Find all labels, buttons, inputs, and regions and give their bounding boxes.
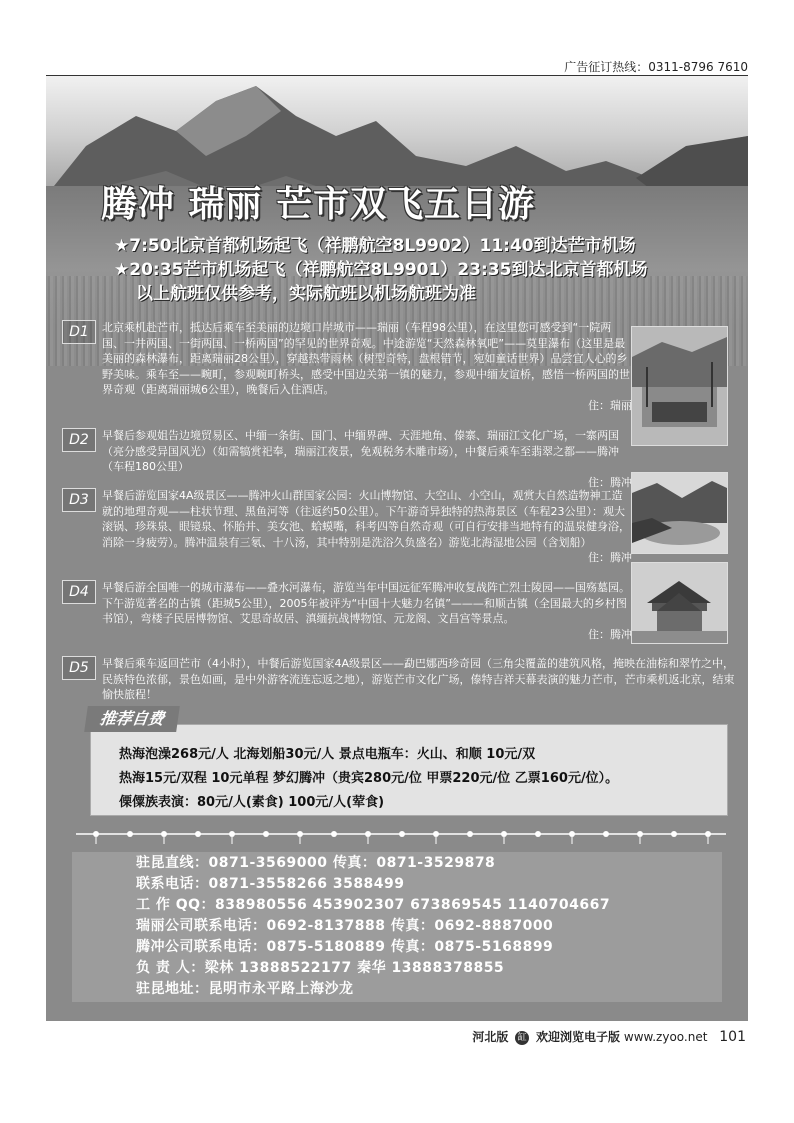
day-text: 北京乘机赴芒市，抵达后乘车至美丽的边境口岸城市——瑞丽（车程98公里），在这里您可感受到“一院两国、一井两国、一街两国、一桥两国”的罕见的世界奇观。中途游览“天然森林氧吧”——莫里瀑布（这里是最美丽的森林瀑布，距离瑞丽28公里），穿越热带雨林（树型奇特，盘根错节，宛如童话世界）品尝宜人心的乡野美味。乘车至——畹町，参观畹町桥头，感受中国边关第一镇的魅力，参观中缅友谊桥，感悟一桥两国的世界奇观（距离瑞丽城6公里），晚餐后入住酒店。: [102, 321, 630, 396]
day-description: [102, 580, 632, 642]
day-1-photo: [631, 326, 728, 446]
optional-extras-box: [90, 724, 728, 816]
contact-panel: [72, 852, 722, 1002]
footer-slogan: 欢迎浏览电子版: [536, 1030, 621, 1044]
day-text: 早餐后游览国家4A级景区——腾冲火山群国家公园：火山博物馆、大空山、小空山，观赏大自然造物神工造就的地理奇观——柱状节理、黑鱼河等（往返约50公里）。下午游奇异独特的热海景区（车程23公里）：观大滚锅、珍珠泉、眼镜泉、怀胎井、美女池、蛤蟆嘴，科考四等自然奇观（可自行安排当地特有的温泉健身浴，消除一身疲劳）。腾冲温泉有三氡、十八汤，其中特别是洗浴久负盛名）游览北海湿地公园（含划船）: [102, 489, 630, 549]
extras-tag: 推荐自费: [84, 706, 180, 732]
contact-line: 瑞丽公司联系电话：0692-8137888 传真：0692-8887000: [136, 918, 554, 934]
contact-line: 腾冲公司联系电话：0875-5180889 传真：0875-5168899: [136, 939, 554, 955]
contact-line: 工 作 QQ：838980556 453902307 673869545 1140704667: [136, 897, 611, 913]
page-title: 腾冲 瑞丽 芒市双飞五日游: [101, 184, 536, 225]
day-description: [102, 320, 632, 413]
day-text: 早餐后游全国唯一的城市瀑布——叠水河瀑布，游览当年中国远征军腾冲收复战阵亡烈士陵园——国殇墓园。下午游览著名的古镇（距城5公里），2005年被评为“中国十大魅力名镇”———和顺古镇（全国最大的乡村图书馆），弯楼子民居博物馆、艾思奇故居、滇缅抗战博物馆、元龙阁、文昌宫等景点。: [102, 581, 630, 625]
ad-hotline: 广告征订热线：0311-8796 7610: [564, 60, 748, 74]
page-footer: [472, 1028, 746, 1045]
bead-divider: [46, 828, 748, 846]
day-description: [102, 488, 632, 566]
flight-outbound: ★7:50北京首都机场起飞（祥鹏航空8L9902）11:40到达芒市机场: [114, 236, 636, 256]
contact-line: 负 责 人：梁林 13888522177 秦华 13888378855: [136, 960, 505, 976]
day-description: [102, 428, 632, 490]
day-label: D5: [62, 656, 96, 680]
day-text: 早餐后参观姐告边境贸易区、中缅一条街、国门、中缅界碑、天涯地角、傣寨、瑞丽江文化广场，一寨两国（亮分感受异国风光）（如需犒赏祀奉，瑞丽江夜景，免观税务木雕市场），中餐后乘车至翡翠之都——腾冲（车程180公里）: [102, 429, 619, 473]
extras-line: 热海泡澡268元/人 北海划船30元/人 景点电瓶车：火山、和顺 10元/双: [119, 747, 536, 762]
contact-line: 联系电话：0871-3558266 3588499: [136, 876, 405, 892]
edition-label: 河北版: [472, 1030, 509, 1044]
day-label: D3: [62, 488, 96, 512]
flight-return: ★20:35芒市机场起飞（祥鹏航空8L9901）23:35到达北京首都机场: [114, 260, 648, 280]
day-stay: 住：腾冲: [588, 475, 632, 489]
day-stay: 住：腾冲: [588, 551, 632, 564]
flight-info: [114, 234, 647, 306]
day-label: D4: [62, 580, 96, 604]
contact-line: 驻昆直线：0871-3569000 传真：0871-3529878: [136, 855, 496, 871]
flight-note: 以上航班仅供参考，实际航班以机场航班为准: [136, 284, 476, 304]
day-stay: 住：瑞丽: [588, 398, 632, 412]
poster: [46, 76, 748, 1021]
day-text: 早餐后乘车返回芒市（4小时），中餐后游览国家4A级景区——勐巴娜西珍奇园（三角尖覆盖的建筑风格，掩映在油棕和翠竹之中，民族特色浓郁，景色如画，是中外游客流连忘返之地），游览芒市文化广场，傣特吉祥天幕表演的魅力芒市，芒市乘机返北京，结束愉快旅程！: [102, 657, 735, 701]
extras-line: 傈僳族表演：80元/人(素食) 100元/人(荤食): [119, 795, 385, 810]
extras-line: 热海15元/双程 10元单程 梦幻腾冲（贵宾280元/位 甲票220元/位 乙票160元/位）。: [119, 771, 619, 786]
publisher-logo-icon: 缸: [515, 1031, 529, 1045]
footer-site: www.zyoo.net: [623, 1030, 708, 1044]
day-label: D2: [62, 428, 96, 452]
day-label: D1: [62, 320, 96, 344]
day-3-photo: [631, 472, 728, 554]
page-number: 101: [719, 1029, 746, 1045]
contact-line: 驻昆地址：昆明市永平路上海沙龙: [136, 981, 354, 997]
day-description: [102, 656, 742, 703]
day-stay: 住：腾冲: [588, 627, 632, 641]
day-4-photo: [631, 562, 728, 644]
